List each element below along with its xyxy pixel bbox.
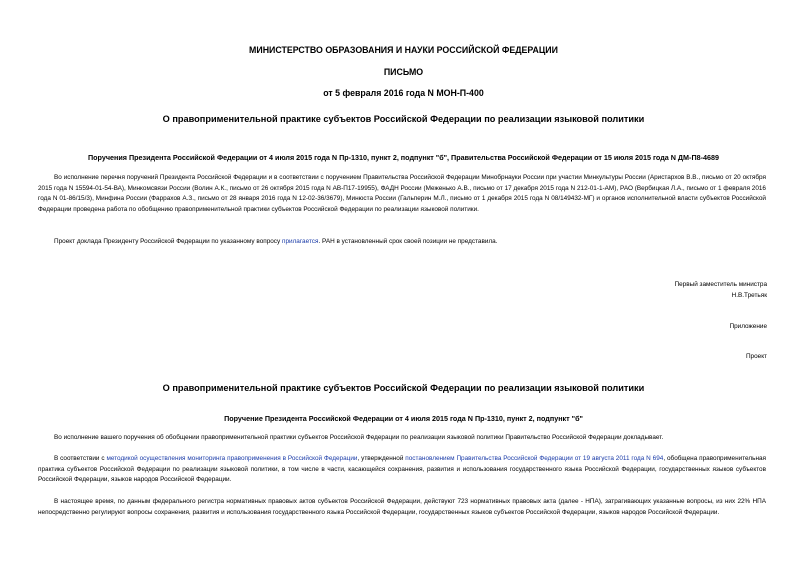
letter-paragraph-2-text-a: Проект доклада Президенту Российской Федерации по указанному вопросу — [54, 238, 282, 245]
appendix-label: Приложение — [729, 323, 767, 330]
ministry-heading: МИНИСТЕРСТВО ОБРАЗОВАНИЯ И НАУКИ РОССИЙСКОЙ ФЕДЕРАЦИИ — [249, 45, 558, 55]
government-resolution-link[interactable]: постановлением Правительства Российской Федерации от 19 августа 2011 года N 694 — [405, 455, 664, 462]
appendix-paragraph-2-text-b: , утвержденной — [357, 455, 406, 462]
signer-position: Первый заместитель министра — [674, 281, 767, 288]
letter-paragraph-2 — [38, 237, 766, 248]
letter-subtitle: Поручения Президента Российской Федерации от 4 июля 2015 года N Пр-1310, пункт 2, подпункт "б", Правительства Российской Федерации от 15 июля 2015 года N ДМ-П8-4689 — [88, 153, 719, 162]
appendix-subtitle: Поручение Президента Российской Федерации от 4 июля 2015 года N Пр-1310, пункт 2, подпункт "б" — [224, 414, 583, 423]
monitoring-methodology-link[interactable]: методикой осуществления мониторинга правоприменения в Российской Федерации — [106, 455, 358, 462]
appendix-paragraph-1: Во исполнение вашего поручения об обобщении правоприменительной практики субъектов Российской Федерации по реализации языковой политики Правительство Российской Федерации докладывает. — [54, 434, 664, 441]
appendix-paragraph-3: В настоящее время, по данным федерального регистра нормативных правовых актов субъектов Российской Федерации, действуют 723 нормативных правовых акта (далее - НПА), затрагивающих указанные вопросы, из них 22% НПА непосредственно регулируют вопросы сохранения, развития и использования государственного языка Российской Федерации, государственных языков субъектов Российской Федерации, языков народов Российской Федерации. — [38, 498, 766, 516]
appendix-paragraph-2 — [38, 454, 766, 486]
attachment-link[interactable]: прилагается — [281, 238, 319, 245]
doc-date-number: от 5 февраля 2016 года N МОН-П-400 — [323, 88, 484, 98]
appendix-paragraph-2-text-c: , обобщена правоприменительная практика субъектов Российской Федерации по реализации языковой политики, в том числе в части, касающейся сохранения, развития и использования государственного языка Российской Федерации, государственных языков субъектов Российской Федерации, языков народов Российской Федерации. — [38, 455, 766, 484]
letter-title: О правоприменительной практике субъектов Российской Федерации по реализации языковой политики — [162, 114, 645, 124]
letter-paragraph-1: Во исполнение перечня поручений Президента Российской Федерации и в соответствии с поручением Правительства Российской Федерации Минобрнауки России при участии Минкультуры России (Аристархов В.В., письмо от 20 октября 2015 года N 15594-01-54-ВА), Минкомсвязи России (Волин А.К., письмо от 26 октября 2015 года N АВ-П17-19955), ФАДН России (Меженько А.В., письмо от 17 декабря 2015 года N 212-01-1-АМ), РАО (Вербицкая Л.А., письмо от 1 февраля 2016 года N 01-86/15/3), Минфина России (Фарраxов А.З., письмо от 28 января 2016 года N 12-02-36/3679), Минюста России (Гальперин М.Л., письмо от 1 декабря 2015 года N 08/149432-МГ) и органов исполнительной власти субъектов Российской Федерации проведена работа по обобщению правоприменительной практики субъектов Российской Федерации по реализации языковой политики. — [38, 174, 766, 213]
signer-name: Н.В.Третьяк — [731, 292, 767, 299]
project-label: Проект — [745, 353, 767, 360]
appendix-title: О правоприменительной практике субъектов Российской Федерации по реализации языковой политики — [162, 383, 645, 393]
doc-type-heading: ПИСЬМО — [383, 67, 424, 77]
appendix-paragraph-2-text-a: В соответствии с — [54, 455, 107, 462]
letter-paragraph-2-text-b: . РАН в установленный срок своей позиции не представила. — [318, 238, 498, 245]
